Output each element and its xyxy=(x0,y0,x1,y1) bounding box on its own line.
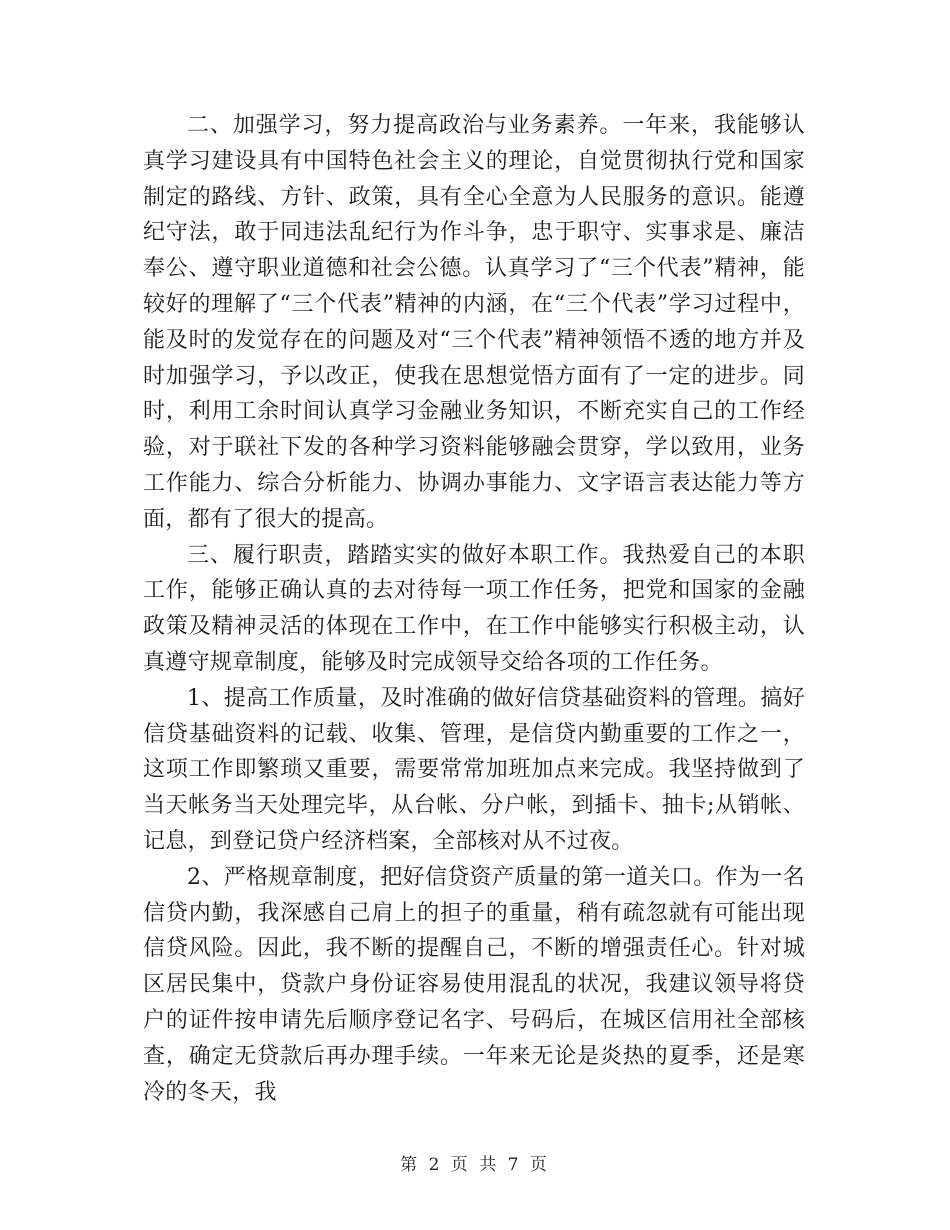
paragraph-work-quality: 1、提高工作质量，及时准确的做好信贷基础资料的管理。搞好信贷基础资料的记载、收集、管理，是信贷内勤重要的工作之一，这项工作即繁琐又重要，需要常常加班加点来完成。我坚持做到了当天帐务当天处理完毕，从台帐、分户帐，到插卡、抽卡;从销帐、记息，到登记贷户经济档案，全部核对从不过夜。 xyxy=(143,685,805,854)
paragraph-study: 二、加强学习，努力提高政治与业务素养。一年来，我能够认真学习建设具有中国特色社会主义的理论，自觉贯彻执行党和国家制定的路线、方针、政策，具有全心全意为人民服务的意识。能遵纪守法，敢于同违法乱纪行为作斗争，忠于职守、实事求是、廉洁奉公、遵守职业道德和社会公德。认真学习了“三个代表”精神，能较好的理解了“三个代表”精神的内涵，在“三个代表”学习过程中，能及时的发觉存在的问题及对“三个代表”精神领悟不透的地方并及时加强学习，予以改正，使我在思想觉悟方面有了一定的进步。同时，利用工余时间认真学习金融业务知识，不断充实自己的工作经验，对于联社下发的各种学习资料能够融会贯穿，学以致用，业务工作能力、综合分析能力、协调办事能力、文字语言表达能力等方面，都有了很大的提高。 xyxy=(143,113,805,532)
document-body xyxy=(143,108,805,1110)
paragraph-regulations: 2、严格规章制度，把好信贷资产质量的第一道关口。作为一名信贷内勤，我深感自己肩上的担子的重量，稍有疏忽就有可能出现信贷风险。因此，我不断的提醒自己，不断的增强责任心。针对城区居民集中，贷款户身份证容易使用混乱的状况，我建议领导将贷户的证件按申请先后顺序登记名字、号码后，在城区信用社全部核查，确定无贷款后再办理手续。一年来无论是炎热的夏季，还是寒冷的冬天，我 xyxy=(143,864,805,1105)
paragraph-duties: 三、履行职责，踏踏实实的做好本职工作。我热爱自己的本职工作，能够正确认真的去对待每一项工作任务，把党和国家的金融政策及精神灵活的体现在工作中，在工作中能够实行积极主动，认真遵守规章制度，能够及时完成领导交给各项的工作任务。 xyxy=(143,542,805,675)
page-number-footer: 第 2 页 共 7 页 xyxy=(400,1155,550,1175)
